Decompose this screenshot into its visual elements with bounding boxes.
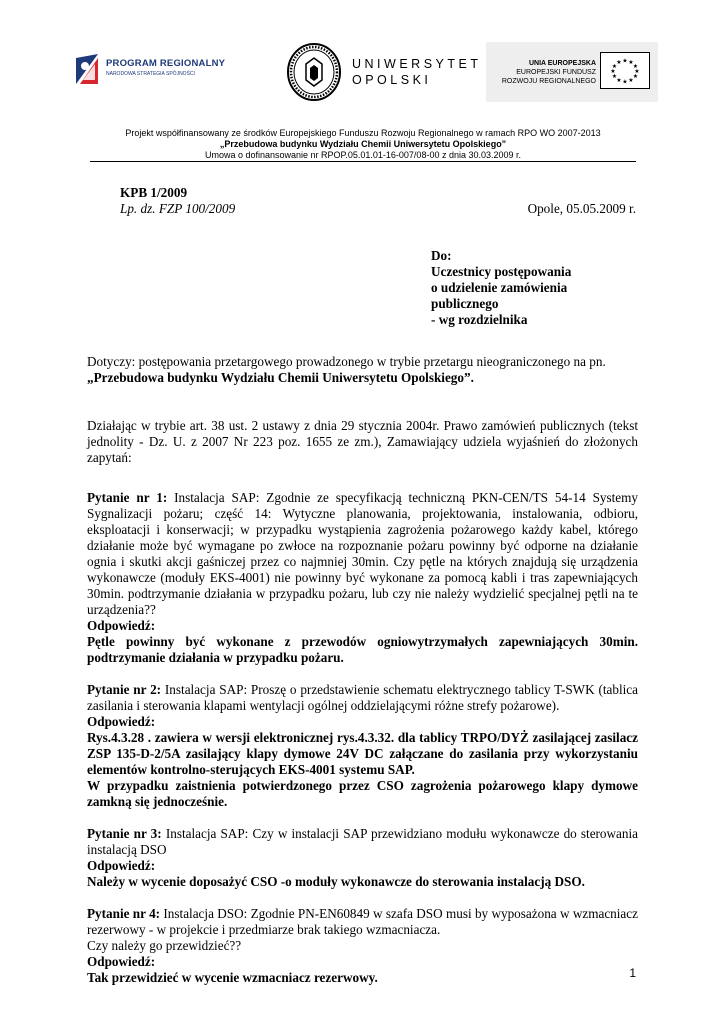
question-text: Instalacja SAP: Zgodnie ze specyfikacją techniczną PKN-CEN/TS 54-14 Systemy Sygnalizacji pożaru; część 14: Wytyczne planowania, projektowania, instalowania, odbioru, eksploatacji i konserwacji; w przypadku wystąpienia zagrożenia pożarowego każdy kabel, którego działanie może być wymagane po zwłoce na rozpoznanie pożaru powinny być odporne na działanie ognia i skutki akcji gaśniczej przez co najmniej 30min. Czy pętle na których znajdują się urządzenia wykonawcze (moduły EKS-4001) nie powinny być wykonane za pomocą kabli i tras zapewniających 30min. podtrzymanie działania w przypadku pożaru, lub czy nie należy wydzielić specjalnej pętli na te urządzenia?? <box>87 490 639 617</box>
project-info <box>90 128 636 161</box>
question-3 <box>87 826 638 858</box>
svg-text:★: ★ <box>610 68 616 75</box>
question-label: Pytanie nr 4: <box>87 906 161 921</box>
addressee-line: publicznego <box>431 296 499 311</box>
svg-text:★: ★ <box>616 59 622 66</box>
eu-logo <box>486 42 658 102</box>
svg-text:★: ★ <box>616 77 622 84</box>
letter-date: Opole, 05.05.2009 r. <box>527 201 636 216</box>
question-text-continued: Czy należy go przewidzieć?? <box>87 938 242 953</box>
subject-text: Dotyczy: postępowania przetargowego prowadzonego w trybie przetargu nieograniczonego na pn. <box>87 354 606 369</box>
question-4 <box>87 906 638 938</box>
svg-text:★: ★ <box>622 57 628 65</box>
svg-text:★: ★ <box>628 59 634 66</box>
svg-text:★: ★ <box>632 73 639 80</box>
registry-number: Lp. dz. FZP 100/2009 <box>120 201 236 216</box>
answer-label: Odpowiedź: <box>87 954 156 969</box>
university-logo <box>286 42 482 102</box>
svg-text:★: ★ <box>622 78 628 86</box>
addressee-block <box>431 248 571 328</box>
question-label: Pytanie nr 3: <box>87 826 162 841</box>
answer-text: Tak przewidzieć w wycenie wzmacniacz rezerwowy. <box>87 970 378 985</box>
question-label: Pytanie nr 1: <box>87 490 168 505</box>
question-2 <box>87 682 638 714</box>
reference-number: KPB 1/2009 <box>120 185 188 200</box>
svg-text:★: ★ <box>628 77 634 84</box>
program-regionalny-mark-icon <box>74 52 102 86</box>
svg-text:★: ★ <box>611 73 618 80</box>
eu-line3: ROZWOJU REGIONALNEGO <box>501 78 596 85</box>
program-regionalny-logo <box>74 52 254 86</box>
answer-label: Odpowiedź: <box>87 858 156 873</box>
letter-body <box>87 354 638 986</box>
eu-flag-icon <box>600 52 650 89</box>
program-title: PROGRAM REGIONALNY <box>106 58 226 69</box>
university-name-line1: UNIWERSYTET <box>352 57 482 71</box>
header-divider <box>90 161 636 162</box>
answer-label: Odpowiedź: <box>87 714 156 729</box>
eu-line2: EUROPEJSKI FUNDUSZ <box>516 69 596 76</box>
svg-text:★: ★ <box>634 68 640 75</box>
answer-text: W przypadku zaistnienia potwierdzonego przez CSO zagrożenia pożarowego klapy dymowe zamkną się jednocześnie. <box>87 778 638 809</box>
question-text: Instalacja SAP: Proszę o przedstawienie schematu elektrycznego tablicy T-SWK (tablica zasilania i sterowania klapami wentylacji ogólnej oddzielającymi różne strefy pożarowe). <box>87 682 639 713</box>
header-logos <box>0 40 724 110</box>
subject-name: „Przebudowa budynku Wydziału Chemii Uniwersytetu Opolskiego”. <box>87 370 474 385</box>
svg-text:★: ★ <box>632 63 639 70</box>
addressee-line: - wg rozdzielnika <box>431 312 528 327</box>
question-1 <box>87 490 638 618</box>
subject-paragraph <box>87 354 638 386</box>
program-subtitle: NARODOWA STRATEGIA SPÓJNOŚCI <box>106 71 195 77</box>
eu-line1: UNIA EUROPEJSKA <box>528 60 596 67</box>
project-line1: Projekt współfinansowany ze środków Europejskiego Funduszu Rozwoju Regionalnego w ramach RPO WO 2007-2013 <box>125 128 601 138</box>
question-text: Instalacja DSO: Zgodnie PN-EN60849 w szafa DSO musi by wyposażona w wzmacniacz rezerwowy - w projekcie i przedmiarze brak takiego wzmacniacza. <box>87 906 638 937</box>
university-seal-icon <box>286 42 342 102</box>
addressee-line: Uczestnicy postępowania <box>431 264 572 279</box>
intro-paragraph: Działając w trybie art. 38 ust. 2 ustawy z dnia 29 stycznia 2004r. Prawo zamówień publicznych (tekst jednolity - Dz. U. z 2007 Nr 223 poz. 1655 ze zm.), Zamawiający udziela wyjaśnień do złożonych zapytań: <box>87 418 638 465</box>
answer-label: Odpowiedź: <box>87 618 156 633</box>
answer-text: Rys.4.3.28 . zawiera w wersji elektronicznej rys.4.3.32. dla tablicy TRPO/DYŻ zasilającej zasilacz ZSP 135-D-2/5A zasilający klapy dymowe 24V DC załączane do zasilania przy wykorzystaniu elementów kontrolno-sterujących EKS-4001 systemu SAP. <box>87 730 638 777</box>
answer-text: Pętle powinny być wykonane z przewodów ogniowytrzymałych zapewniających 30min. podtrzymanie działania w przypadku pożaru. <box>87 634 638 665</box>
answer-text: Należy w wycenie doposażyć CSO -o moduły wykonawcze do sterowania instalacją DSO. <box>87 874 585 889</box>
question-label: Pytanie nr 2: <box>87 682 162 697</box>
page-number: 1 <box>629 966 636 980</box>
question-text: Instalacja SAP: Czy w instalacji SAP przewidziano modułu wykonawcze do sterowania instalacją DSO <box>87 826 639 857</box>
university-name-line2: OPOLSKI <box>352 73 432 87</box>
svg-text:★: ★ <box>611 63 618 70</box>
addressee-line: Do: <box>431 248 452 263</box>
project-line2: „Przebudowa budynku Wydziału Chemii Uniwersytetu Opolskiego” <box>219 139 507 149</box>
project-line3: Umowa o dofinansowanie nr RPOP.05.01.01-16-007/08-00 z dnia 30.03.2009 r. <box>204 150 522 160</box>
addressee-line: o udzielenie zamówienia <box>431 280 568 295</box>
